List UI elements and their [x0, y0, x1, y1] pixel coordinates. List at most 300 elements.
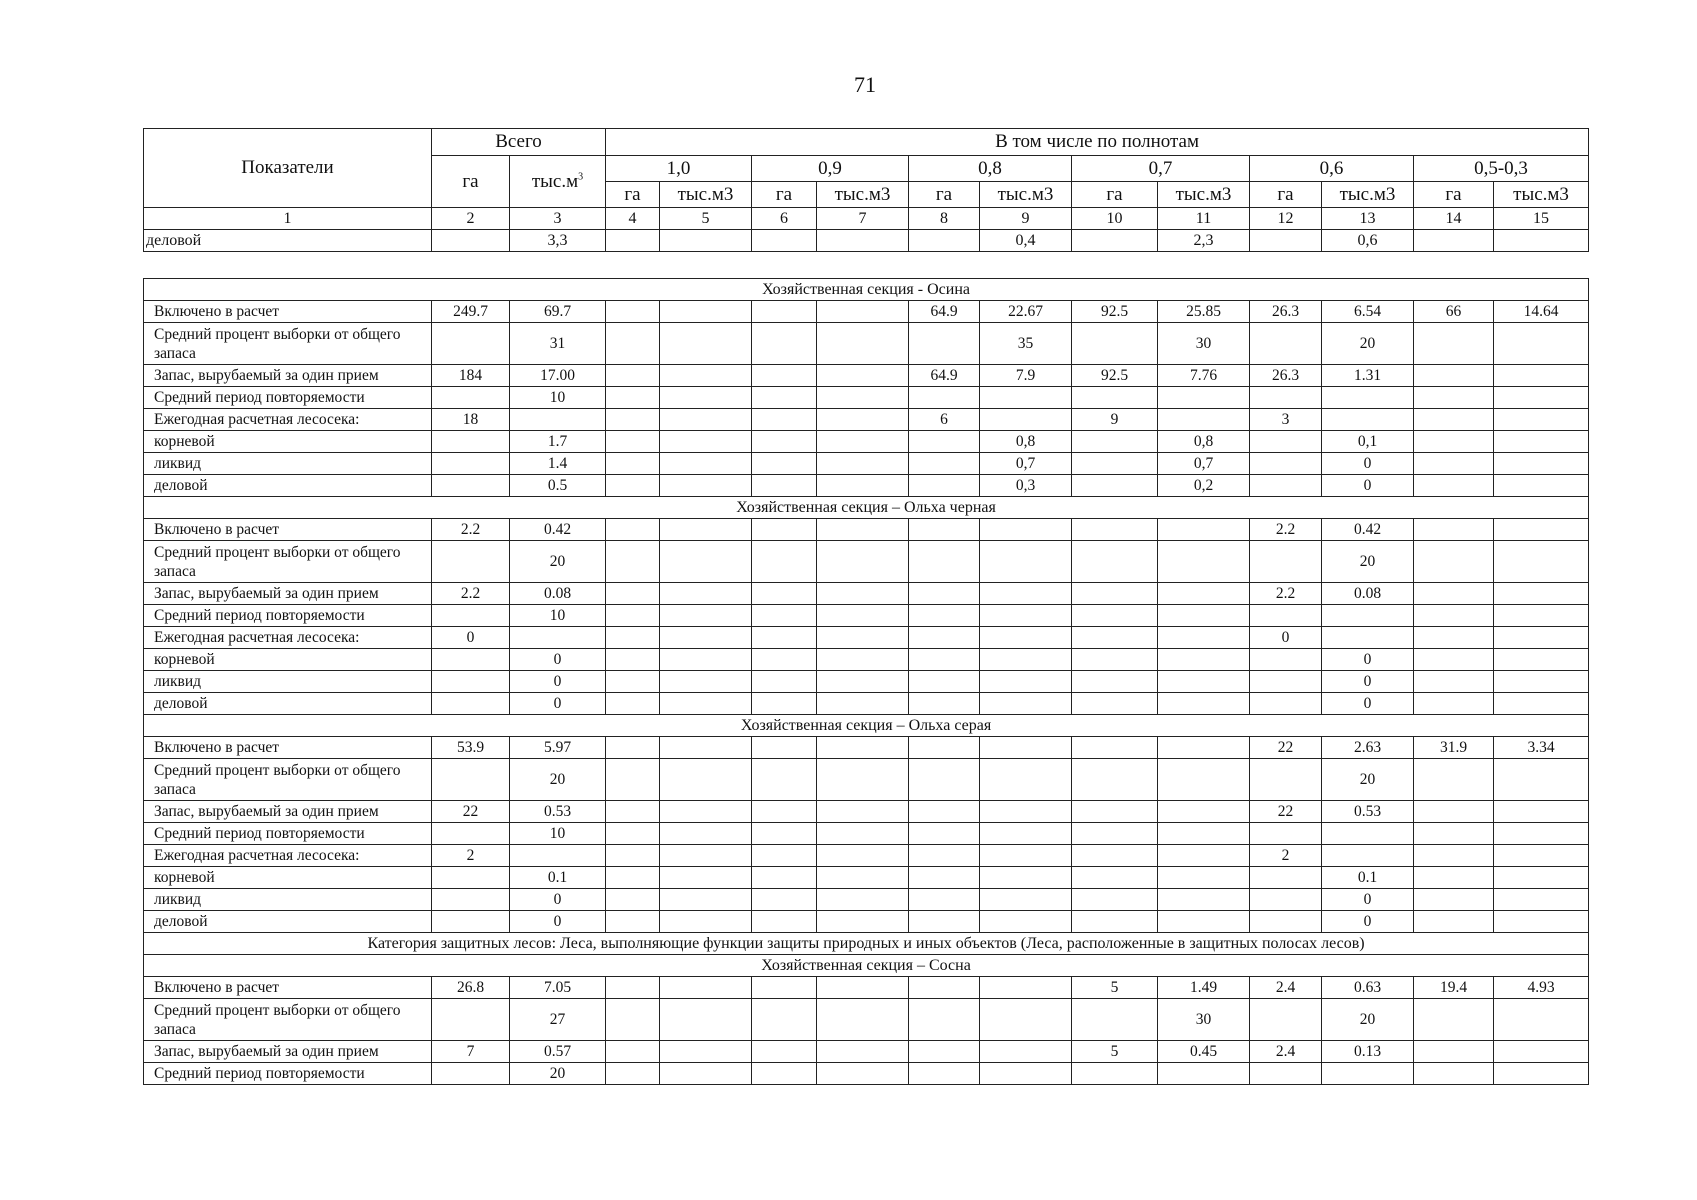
- density-header: 0,6: [1250, 156, 1414, 182]
- table-cell: [980, 737, 1072, 759]
- table-row: [144, 1041, 1589, 1063]
- table-cell: [1158, 845, 1250, 867]
- table-cell: [660, 519, 752, 541]
- table-cell: [1250, 911, 1322, 933]
- table-cell: [909, 801, 980, 823]
- table-cell: 0: [1322, 475, 1414, 497]
- table-cell: [1072, 627, 1158, 649]
- table-cell: [980, 627, 1072, 649]
- table-cell: [817, 999, 909, 1041]
- table-cell: [909, 867, 980, 889]
- row-label: корневой: [144, 867, 432, 889]
- table-cell: [1158, 889, 1250, 911]
- table-cell: 0,4: [980, 230, 1072, 252]
- table-row: [144, 475, 1589, 497]
- row-label: корневой: [144, 649, 432, 671]
- column-number: 12: [1250, 208, 1322, 230]
- table-cell: [1494, 1041, 1589, 1063]
- row-label: Средний период повторяемости: [144, 1063, 432, 1085]
- table-row: [144, 999, 1589, 1041]
- table-cell: [660, 605, 752, 627]
- row-label: ликвид: [144, 453, 432, 475]
- table-cell: [606, 889, 660, 911]
- table-row: [144, 583, 1589, 605]
- row-label: Ежегодная расчетная лесосека:: [144, 409, 432, 431]
- table-cell: [909, 519, 980, 541]
- page-number: 71: [854, 72, 876, 97]
- table-cell: [1414, 409, 1494, 431]
- column-number: 7: [817, 208, 909, 230]
- table-cell: [1322, 1063, 1414, 1085]
- table-cell: [752, 823, 817, 845]
- table-cell: [1250, 999, 1322, 1041]
- section-row: [144, 955, 1589, 977]
- table-cell: 0: [510, 693, 606, 715]
- table-cell: [817, 387, 909, 409]
- table-cell: [817, 693, 909, 715]
- table-cell: [660, 889, 752, 911]
- table-cell: [432, 911, 510, 933]
- table-cell: [606, 1041, 660, 1063]
- table-cell: [1250, 475, 1322, 497]
- table-cell: 3,3: [510, 230, 606, 252]
- table-cell: [909, 845, 980, 867]
- table-cell: [606, 387, 660, 409]
- table-cell: 0.13: [1322, 1041, 1414, 1063]
- table-cell: 26.8: [432, 977, 510, 999]
- table-cell: [660, 759, 752, 801]
- table-cell: [1494, 1063, 1589, 1085]
- table-cell: [432, 475, 510, 497]
- table-cell: [980, 541, 1072, 583]
- table-cell: [752, 230, 817, 252]
- table-cell: 20: [1322, 541, 1414, 583]
- table-cell: [817, 365, 909, 387]
- table-cell: 22: [1250, 737, 1322, 759]
- table-cell: [1414, 845, 1494, 867]
- table-cell: [1158, 519, 1250, 541]
- table-cell: [432, 823, 510, 845]
- table-cell: [606, 1063, 660, 1085]
- table-cell: [1072, 671, 1158, 693]
- table-cell: [817, 823, 909, 845]
- table-cell: [909, 977, 980, 999]
- row-label: Включено в расчет: [144, 301, 432, 323]
- column-number: 5: [660, 208, 752, 230]
- column-number: 9: [980, 208, 1072, 230]
- table-cell: [817, 911, 909, 933]
- table-cell: [432, 889, 510, 911]
- table-cell: 53.9: [432, 737, 510, 759]
- table-cell: 249.7: [432, 301, 510, 323]
- table-cell: [1414, 431, 1494, 453]
- table-cell: [606, 583, 660, 605]
- table-cell: [752, 867, 817, 889]
- table-cell: [1072, 605, 1158, 627]
- table-cell: 92.5: [1072, 301, 1158, 323]
- table-cell: 0.08: [1322, 583, 1414, 605]
- table-cell: [1072, 541, 1158, 583]
- table-cell: [980, 649, 1072, 671]
- table-cell: [1494, 693, 1589, 715]
- table-cell: [1250, 693, 1322, 715]
- table-cell: [1494, 387, 1589, 409]
- table-cell: [660, 1041, 752, 1063]
- table-cell: [606, 475, 660, 497]
- table-row: [144, 911, 1589, 933]
- table-cell: [1494, 911, 1589, 933]
- table-cell: [1250, 605, 1322, 627]
- table-cell: [817, 519, 909, 541]
- table-cell: [909, 759, 980, 801]
- table-row: [144, 977, 1589, 999]
- table-cell: 0.45: [1158, 1041, 1250, 1063]
- table-row: [144, 867, 1589, 889]
- table-cell: [1072, 649, 1158, 671]
- table-cell: [606, 541, 660, 583]
- table-cell: [752, 889, 817, 911]
- table-cell: [660, 1063, 752, 1085]
- table-cell: [1158, 387, 1250, 409]
- unit-ha-header: га: [752, 182, 817, 208]
- table-row: [144, 230, 1589, 252]
- table-cell: 0,7: [980, 453, 1072, 475]
- row-label: Запас, вырубаемый за один прием: [144, 365, 432, 387]
- row-label: Средний период повторяемости: [144, 605, 432, 627]
- table-cell: [909, 889, 980, 911]
- table-cell: [752, 999, 817, 1041]
- table-cell: [432, 453, 510, 475]
- table-cell: 22: [1250, 801, 1322, 823]
- table-cell: [1250, 867, 1322, 889]
- table-cell: 0.08: [510, 583, 606, 605]
- table-cell: [606, 823, 660, 845]
- row-label: деловой: [144, 911, 432, 933]
- table-cell: 26.3: [1250, 301, 1322, 323]
- table-cell: [606, 649, 660, 671]
- table-cell: [1158, 867, 1250, 889]
- table-cell: [1072, 453, 1158, 475]
- table-cell: [660, 583, 752, 605]
- table-cell: 27: [510, 999, 606, 1041]
- table-cell: [1494, 475, 1589, 497]
- table-cell: [1072, 519, 1158, 541]
- table-row: [144, 365, 1589, 387]
- table-cell: [752, 649, 817, 671]
- unit-volume-header: тыс.м3: [1494, 182, 1589, 208]
- row-label: корневой: [144, 431, 432, 453]
- table-cell: [606, 453, 660, 475]
- row-label: Средний процент выборки от общего запаса: [144, 541, 432, 583]
- table-cell: [1072, 889, 1158, 911]
- table-cell: [817, 453, 909, 475]
- row-label: Запас, вырубаемый за один прием: [144, 583, 432, 605]
- table-cell: [752, 431, 817, 453]
- table-cell: [980, 889, 1072, 911]
- table-cell: [1250, 323, 1322, 365]
- table-cell: [1494, 627, 1589, 649]
- table-cell: [980, 999, 1072, 1041]
- table-row: [144, 693, 1589, 715]
- table-cell: [1158, 693, 1250, 715]
- table-row: [144, 1063, 1589, 1085]
- row-label: Запас, вырубаемый за один прием: [144, 801, 432, 823]
- table-cell: [980, 1041, 1072, 1063]
- table-cell: [909, 431, 980, 453]
- table-cell: [1072, 737, 1158, 759]
- table-cell: [752, 671, 817, 693]
- table-cell: 1.31: [1322, 365, 1414, 387]
- table-cell: [817, 605, 909, 627]
- table-cell: 0,8: [1158, 431, 1250, 453]
- column-number: 15: [1494, 208, 1589, 230]
- table-cell: 0.42: [510, 519, 606, 541]
- table-cell: [1072, 583, 1158, 605]
- table-cell: [817, 301, 909, 323]
- density-header: 0,7: [1072, 156, 1250, 182]
- table-cell: [660, 911, 752, 933]
- table-cell: 0.53: [1322, 801, 1414, 823]
- table-cell: [817, 1041, 909, 1063]
- table-cell: 0: [1322, 693, 1414, 715]
- table-cell: [1250, 387, 1322, 409]
- table-cell: [1494, 519, 1589, 541]
- table-cell: 0,7: [1158, 453, 1250, 475]
- table-cell: [1250, 431, 1322, 453]
- table-cell: 14.64: [1494, 301, 1589, 323]
- table-cell: [1414, 999, 1494, 1041]
- table-cell: 20: [1322, 759, 1414, 801]
- row-label: Запас, вырубаемый за один прием: [144, 1041, 432, 1063]
- table-cell: [1250, 671, 1322, 693]
- table-cell: [1494, 583, 1589, 605]
- table-cell: [1250, 1063, 1322, 1085]
- table-cell: [432, 759, 510, 801]
- table-cell: [1414, 387, 1494, 409]
- table-cell: [660, 977, 752, 999]
- table-cell: [752, 605, 817, 627]
- table-row: [144, 759, 1589, 801]
- table-row: [144, 649, 1589, 671]
- table-cell: [1072, 801, 1158, 823]
- table-cell: [817, 583, 909, 605]
- table-cell: [817, 737, 909, 759]
- table-cell: 0: [1250, 627, 1322, 649]
- table-cell: [1158, 409, 1250, 431]
- table-cell: 0,2: [1158, 475, 1250, 497]
- table-cell: [1414, 823, 1494, 845]
- table-cell: 31: [510, 323, 606, 365]
- table-cell: 66: [1414, 301, 1494, 323]
- table-row: [144, 605, 1589, 627]
- row-label: Средний процент выборки от общего запаса: [144, 999, 432, 1041]
- table-cell: [1414, 867, 1494, 889]
- table-cell: [1494, 230, 1589, 252]
- table-cell: [909, 911, 980, 933]
- row-label: Средний период повторяемости: [144, 387, 432, 409]
- table-cell: [909, 323, 980, 365]
- table-cell: [752, 453, 817, 475]
- table-row: [144, 453, 1589, 475]
- table-cell: 0.57: [510, 1041, 606, 1063]
- table-cell: [817, 627, 909, 649]
- table-cell: [606, 737, 660, 759]
- table-cell: 0.42: [1322, 519, 1414, 541]
- table-cell: 184: [432, 365, 510, 387]
- table-cell: [1072, 867, 1158, 889]
- table-cell: [752, 365, 817, 387]
- table-cell: 2: [432, 845, 510, 867]
- table-cell: 0.1: [1322, 867, 1414, 889]
- table-cell: [1414, 541, 1494, 583]
- table-cell: [909, 541, 980, 583]
- unit-ha-header: га: [606, 182, 660, 208]
- table-cell: 0: [432, 627, 510, 649]
- table-cell: 64.9: [909, 365, 980, 387]
- table-cell: [1250, 823, 1322, 845]
- table-row: [144, 431, 1589, 453]
- table-cell: [1494, 323, 1589, 365]
- column-number: 4: [606, 208, 660, 230]
- table-cell: 31.9: [1414, 737, 1494, 759]
- table-cell: [1250, 759, 1322, 801]
- table-cell: 20: [510, 541, 606, 583]
- row-label: Включено в расчет: [144, 977, 432, 999]
- total-volume-header: $тыс.м^3$: [510, 156, 606, 208]
- table-cell: 0.53: [510, 801, 606, 823]
- table-cell: [606, 671, 660, 693]
- table-cell: 0: [1322, 649, 1414, 671]
- section-title: Хозяйственная секция – Ольха черная: [144, 497, 1589, 519]
- row-label: Включено в расчет: [144, 519, 432, 541]
- column-number: 8: [909, 208, 980, 230]
- table-cell: [1494, 999, 1589, 1041]
- table-cell: [510, 845, 606, 867]
- table-cell: [980, 605, 1072, 627]
- unit-volume-header: тыс.м3: [660, 182, 752, 208]
- table-cell: [909, 999, 980, 1041]
- table-cell: [660, 301, 752, 323]
- table-cell: [1494, 823, 1589, 845]
- table-cell: [660, 867, 752, 889]
- table-cell: [432, 693, 510, 715]
- column-number: 10: [1072, 208, 1158, 230]
- table-cell: 2.4: [1250, 1041, 1322, 1063]
- table-cell: [1158, 541, 1250, 583]
- table-row: [144, 823, 1589, 845]
- table-cell: [1322, 627, 1414, 649]
- table-cell: [817, 409, 909, 431]
- table-cell: [1494, 759, 1589, 801]
- table-cell: 2.2: [1250, 583, 1322, 605]
- table-cell: 2.63: [1322, 737, 1414, 759]
- table-cell: [432, 230, 510, 252]
- table-cell: [817, 845, 909, 867]
- table-cell: [1072, 387, 1158, 409]
- table-cell: [1494, 671, 1589, 693]
- table-cell: 7.05: [510, 977, 606, 999]
- table-cell: [752, 583, 817, 605]
- table-cell: 4.93: [1494, 977, 1589, 999]
- table-cell: [1414, 693, 1494, 715]
- table-cell: 0,3: [980, 475, 1072, 497]
- table-cell: [817, 230, 909, 252]
- table-cell: [1494, 453, 1589, 475]
- table-cell: [1414, 475, 1494, 497]
- table-cell: 10: [510, 605, 606, 627]
- table-cell: 17.00: [510, 365, 606, 387]
- table-cell: [1158, 1063, 1250, 1085]
- table-cell: 2.2: [1250, 519, 1322, 541]
- table-cell: [752, 759, 817, 801]
- table-cell: 2,3: [1158, 230, 1250, 252]
- section-row: [144, 497, 1589, 519]
- table-cell: [1494, 845, 1589, 867]
- table-cell: 0: [1322, 453, 1414, 475]
- table-cell: 2.2: [432, 583, 510, 605]
- density-header: 0,5-0,3: [1414, 156, 1589, 182]
- row-label: деловой: [144, 475, 432, 497]
- table-cell: [606, 693, 660, 715]
- category-row: [144, 933, 1589, 955]
- table-row: [144, 387, 1589, 409]
- unit-volume-header: тыс.м3: [980, 182, 1072, 208]
- table-cell: [1158, 649, 1250, 671]
- table-cell: [909, 387, 980, 409]
- table-cell: [752, 409, 817, 431]
- table-row: [144, 801, 1589, 823]
- header-table: [143, 128, 1589, 252]
- table-cell: 30: [1158, 999, 1250, 1041]
- table-cell: [752, 387, 817, 409]
- table-cell: [606, 230, 660, 252]
- table-cell: [606, 867, 660, 889]
- table-cell: 18: [432, 409, 510, 431]
- table-cell: 0,1: [1322, 431, 1414, 453]
- table-cell: 20: [1322, 999, 1414, 1041]
- table-cell: [752, 911, 817, 933]
- category-title: Категория защитных лесов: Леса, выполняющие функции защиты природных и иных объектов (Леса, расположенные в защитных полосах лесов): [144, 933, 1589, 955]
- table-cell: 0: [510, 649, 606, 671]
- table-cell: [1322, 823, 1414, 845]
- table-cell: [660, 323, 752, 365]
- table-cell: [1072, 845, 1158, 867]
- table-cell: 5.97: [510, 737, 606, 759]
- table-cell: 1.4: [510, 453, 606, 475]
- table-cell: [1414, 583, 1494, 605]
- table-cell: [606, 323, 660, 365]
- table-cell: [752, 693, 817, 715]
- row-label: Включено в расчет: [144, 737, 432, 759]
- table-cell: [432, 1063, 510, 1085]
- table-cell: [1414, 1041, 1494, 1063]
- table-cell: [909, 475, 980, 497]
- row-label: деловой: [144, 693, 432, 715]
- table-cell: 6: [909, 409, 980, 431]
- table-cell: [1494, 431, 1589, 453]
- row-label: деловой: [144, 230, 432, 252]
- table-cell: [606, 999, 660, 1041]
- unit-ha-header: га: [909, 182, 980, 208]
- table-cell: [980, 1063, 1072, 1085]
- table-cell: [1414, 605, 1494, 627]
- table-row: [144, 889, 1589, 911]
- table-cell: 2.2: [432, 519, 510, 541]
- table-cell: 26.3: [1250, 365, 1322, 387]
- table-cell: [980, 519, 1072, 541]
- table-cell: 0,8: [980, 431, 1072, 453]
- table-cell: [909, 583, 980, 605]
